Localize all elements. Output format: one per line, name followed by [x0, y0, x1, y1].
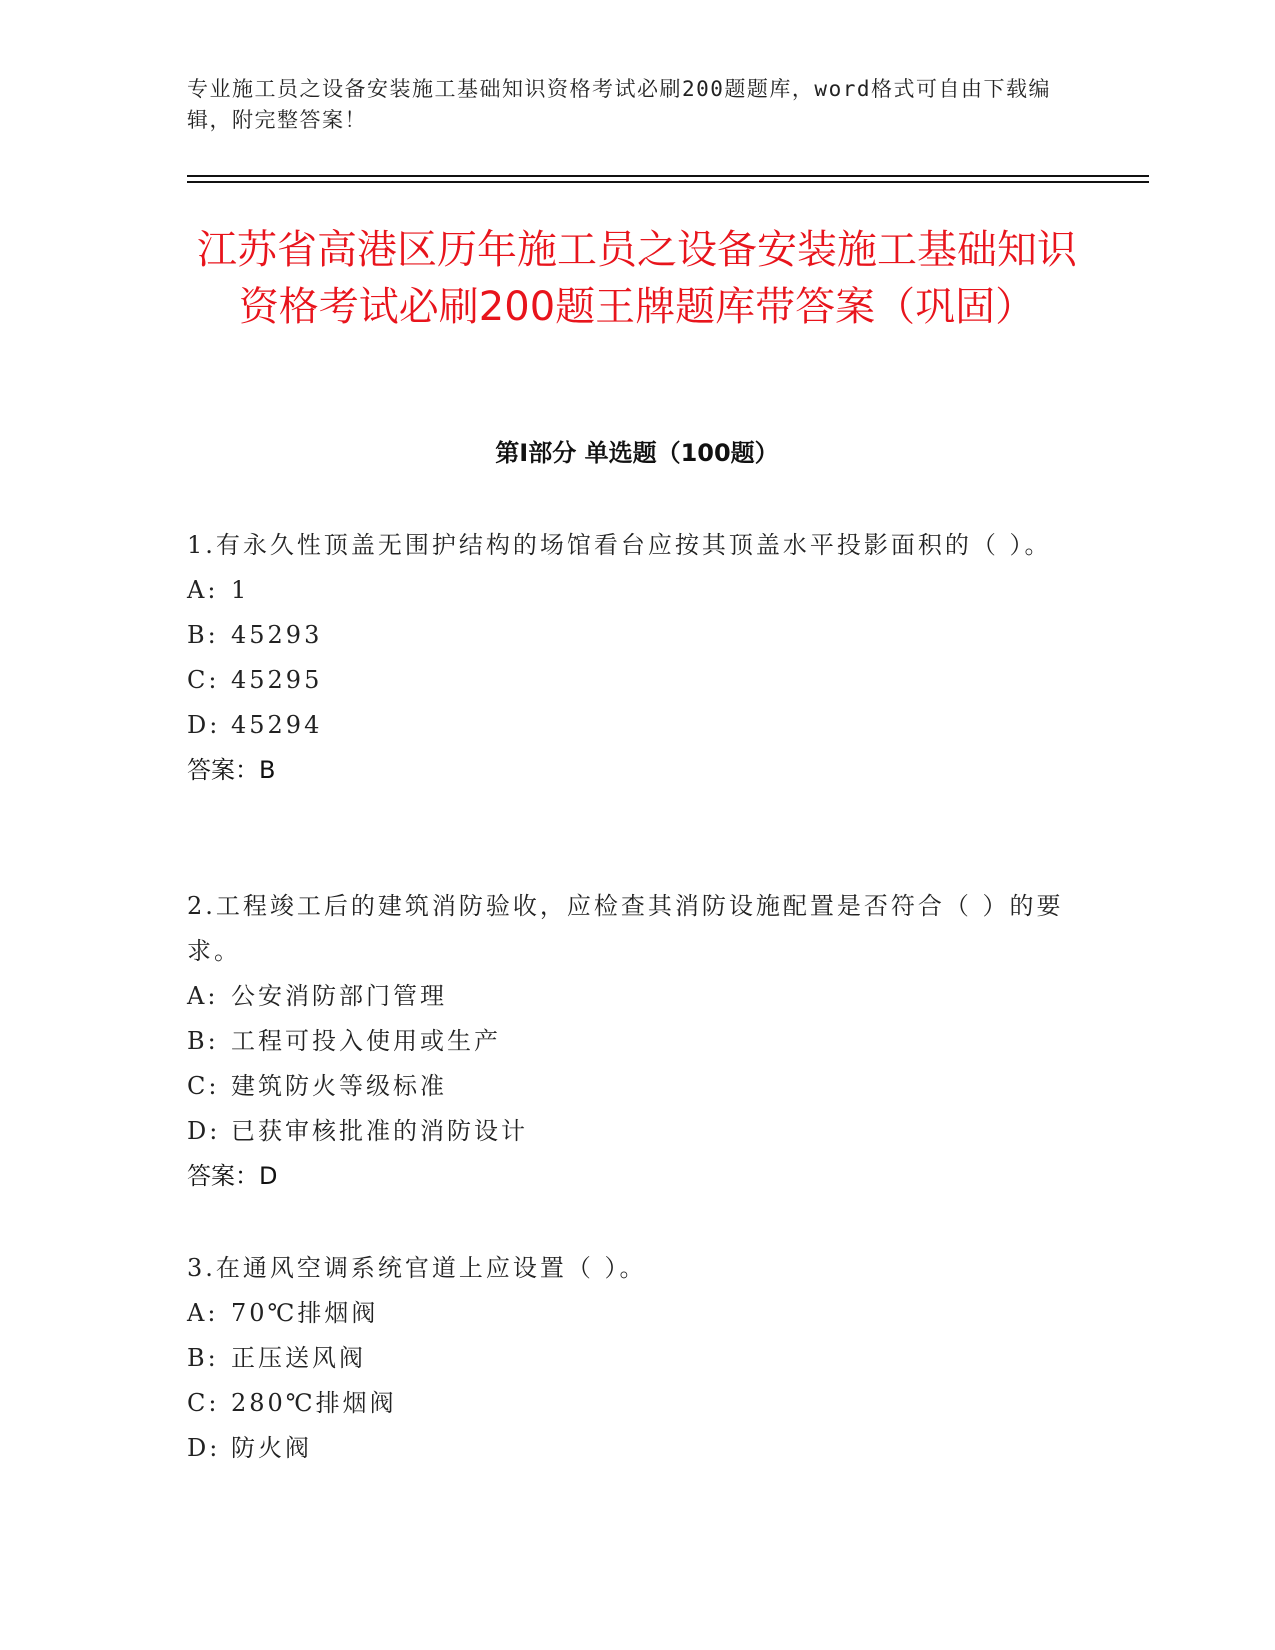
option-text: 工程可投入使用或生产	[231, 1027, 501, 1055]
option-c	[187, 658, 1087, 703]
option-text: 70℃排烟阀	[231, 1299, 379, 1327]
option-key: A:	[187, 1299, 219, 1327]
option-key: C:	[187, 1072, 220, 1100]
option-b	[187, 1336, 1087, 1381]
header-divider-bottom	[187, 181, 1149, 183]
option-d	[187, 1426, 1087, 1471]
question-stem: 2.工程竣工后的建筑消防验收，应检查其消防设施配置是否符合（ ）的要求。	[187, 892, 1064, 965]
option-text: 公安消防部门管理	[231, 982, 447, 1010]
option-key: B:	[187, 621, 219, 649]
option-a	[187, 1291, 1087, 1336]
option-c	[187, 1064, 1087, 1109]
answer-line: 答案：D	[187, 1162, 278, 1190]
header-note: 专业施工员之设备安装施工基础知识资格考试必刷200题题库，word格式可自由下载编辑，附完整答案！	[187, 77, 1051, 132]
option-text: 280℃排烟阀	[231, 1389, 397, 1417]
option-key: C:	[187, 666, 220, 694]
question-3	[187, 1246, 1087, 1471]
question-stem: 3.在通风空调系统官道上应设置（ ）。	[187, 1254, 647, 1282]
option-b	[187, 613, 1087, 658]
option-b	[187, 1019, 1087, 1064]
option-text: 正压送风阀	[231, 1344, 366, 1372]
option-key: A:	[187, 982, 219, 1010]
option-a	[187, 568, 1087, 613]
header-divider-top	[187, 175, 1149, 177]
option-key: B:	[187, 1027, 219, 1055]
question-stem: 1.有永久性顶盖无围护结构的场馆看台应按其顶盖水平投影面积的（ ）。	[187, 531, 1052, 559]
option-text: 防火阀	[231, 1434, 312, 1462]
question-2	[187, 884, 1087, 1199]
answer-line: 答案：B	[187, 756, 276, 784]
option-text: 建筑防火等级标准	[231, 1072, 447, 1100]
option-d	[187, 703, 1087, 748]
option-a	[187, 974, 1087, 1019]
option-key: A:	[187, 576, 219, 604]
option-text: 45295	[231, 666, 323, 694]
document-title: 江苏省高港区历年施工员之设备安装施工基础知识资格考试必刷200题王牌题库带答案（巩固）	[197, 227, 1077, 330]
option-key: B:	[187, 1344, 219, 1372]
option-key: C:	[187, 1389, 220, 1417]
option-key: D:	[187, 711, 221, 739]
option-text: 45293	[231, 621, 323, 649]
option-key: D:	[187, 1434, 221, 1462]
option-text: 已获审核批准的消防设计	[231, 1117, 528, 1145]
option-text: 45294	[231, 711, 323, 739]
option-key: D:	[187, 1117, 221, 1145]
question-1	[187, 523, 1087, 793]
option-d	[187, 1109, 1087, 1154]
option-c	[187, 1381, 1087, 1426]
section-heading: 第Ⅰ部分 单选题（100题）	[495, 439, 779, 467]
option-text: 1	[231, 576, 250, 604]
